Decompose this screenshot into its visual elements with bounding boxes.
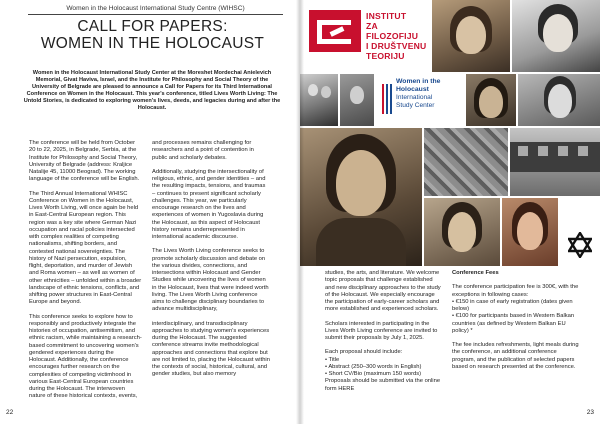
left-column-2 (152, 140, 270, 386)
portrait-photo (432, 0, 510, 72)
right-page (300, 0, 600, 424)
paragraph: The fee includes refreshments, light meals during the conference, an additional conference program, and the publication of selected papers based on research presented at the conference. (452, 342, 579, 370)
star-of-david-icon (560, 198, 600, 266)
paragraph: Each proposal should include: • Title • Abstract (250–300 words in English) • Short CV/Bio (maximum 150 words) Proposals should be submitted via the online form HERE (325, 349, 441, 392)
shoes-memorial-photo (424, 128, 508, 196)
paragraph: studies, the arts, and literature. We welcome topic proposals that challenge established and new disciplinary approaches to the study of the Holocaust. We especially encourage the participation of early-career scholars and more established and experienced scholars. (325, 270, 441, 313)
right-column-2 (452, 270, 580, 378)
portrait-photo (512, 0, 600, 72)
group-photo (300, 74, 338, 126)
portrait-photo (466, 74, 516, 126)
left-column-1 (29, 140, 142, 408)
paragraph: and processes remains challenging for researchers and a point of contention in public and scholarly debates. (152, 140, 254, 161)
intro-paragraph: Women in the Holocaust International Study Center at the Moreshet Mordechai Anielevich Memorial, Givat Haviva, Israel, and the Institute for Philosophy and Social Theory of the University of Belgrade are pleased to announce a Call for Papers for its Third International Conference on Women in the Holocaust. This year's conference, titled Lives Worth Living: The Untold Stories, is dedicated to exploring women's lives, deeds, and legacies during and after the Holocaust. (23, 70, 281, 111)
spine-shadow (296, 0, 304, 424)
title-line-1: CALL FOR PAPERS: (77, 18, 228, 35)
institute-name: INSTITUT ZA FILOZOFIJU I DRUŠTVENU TEORIJU (366, 11, 427, 61)
institute-emblem-icon (309, 10, 361, 52)
paragraph: The conference participation fee is 300€, with the exceptions in following cases: • €150 in case of early registration (dates given below) • €100 for participants based in Western Balkan countries (as defined by Western Balkan EU policy) * (452, 284, 579, 334)
portrait-photo (518, 74, 600, 126)
paragraph: Additionally, studying the intersectionality of religious, ethnic, and gender identities – and the resulting impacts, tensions, and traumas – continues to present significant scholarly challenges. This year, we particularly encourage research on the lives and experiences of women in Yugoslavia during the Holocaust, as this aspect of Holocaust history remains underrepresented in international academic discourse. (152, 168, 266, 240)
portrait-photo-color (502, 198, 558, 266)
section-heading: Conference Fees (452, 270, 499, 276)
wihsc-title: Women in the Holocaust (396, 78, 441, 93)
paragraph: The Third Annual International WHISC Conference on Women in the Holocaust, Lives Worth Living, will once again be held in East-Central European region. This region was a key site where German Nazi occupation and racial policies intersected with complex realities of competing nationalisms, shifting borders, and contested national sovereignties. The history of Nazi persecution, expulsion, flight, deportation, and murder of Jewish and Roma women – as well as women of other ethnicities – unfolded within a broader landscape of ethnic tensions, conflicts, and shifting power structures in East-Central Europe and beyond. (29, 190, 142, 306)
institute-logo (300, 0, 430, 72)
paragraph: The conference will be held from October 20 to 22, 2025, in Belgrade, Serbia, at the Institute for Philosophy and Social Theory, University of Belgrade (address: Kraljice Natalije 45, 11000 Beograd). The working language of the conference will be English. (29, 140, 140, 183)
page-number: 22 (6, 409, 14, 416)
portrait-photo-large (300, 128, 422, 266)
running-head: Women in the Holocaust International Study Centre (WIHSC) (28, 5, 283, 15)
portrait-photo (424, 198, 500, 266)
right-column-1 (325, 270, 443, 400)
wihsc-subtitle: International Study Center (396, 94, 435, 110)
deportation-train-photo (510, 128, 600, 196)
paragraph: Scholars interested in participating in the Lives Worth Living conference are invited to submit their proposals by July 1, 2025. (325, 320, 438, 341)
page-title (20, 18, 285, 52)
page-number: 23 (586, 409, 594, 416)
paragraph: interdisciplinary, and transdisciplinary approaches to studying women's experiences during the Holocaust. The suggested conference streams invite methodological approaches and connections that explore but are not limited to, placing the Holocaust within the contexts of social, historical, cultural, and gender studies, but also memory (152, 320, 270, 378)
paragraph: This conference seeks to explore how to responsibly and productively integrate the histories of occupation, antisemitism, and ethnic racism, while maintaining a research-based commitment to uncovering women's gendered experiences during the Holocaust. Additionally, the conference encourages further research on the complexities of competing victimhood in various East-Central European countries during the Holocaust. The interwoven nature of these historical contexts, events, (29, 313, 142, 400)
wihsc-emblem-icon (380, 78, 393, 122)
wihsc-logo (376, 74, 464, 126)
paragraph: The Lives Worth Living conference seeks to promote scholarly discussion and debate on the various divides, connections, and intersections within Holocaust and Gender Studies while uncovering the lives of women in the Holocaust, lives that were indeed worth living. The Lives Worth Living conference aims to challenge disciplinary boundaries to advance multidisciplinary, (152, 248, 269, 313)
title-line-2: WOMEN IN THE HOLOCAUST (40, 35, 265, 52)
portrait-photo (340, 74, 374, 126)
